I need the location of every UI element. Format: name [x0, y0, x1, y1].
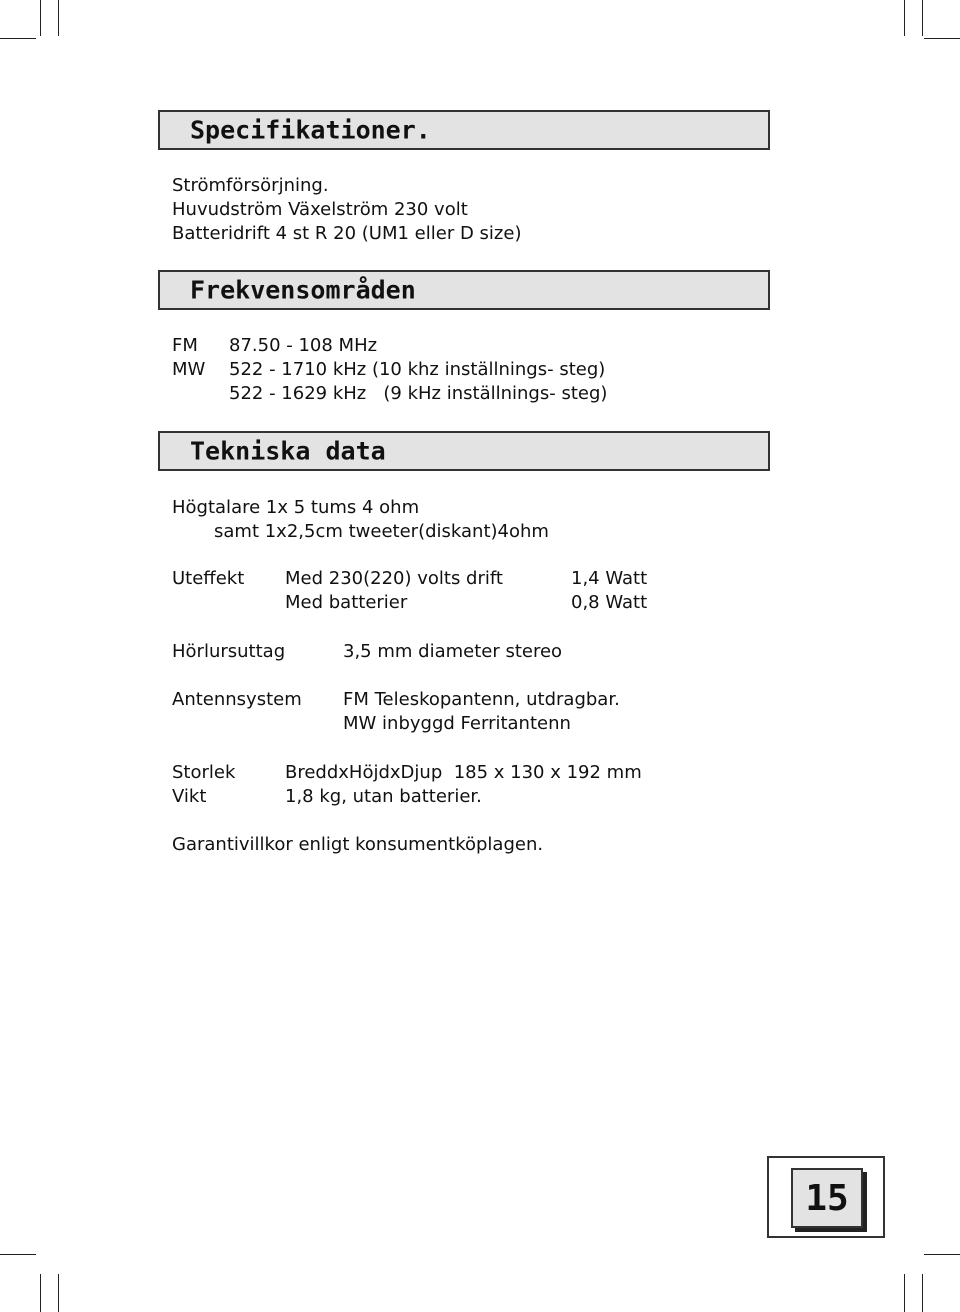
crop-mark [922, 0, 923, 36]
crop-mark [40, 1274, 41, 1312]
antenna-value-2: MW inbyggd Ferritantenn [343, 713, 571, 734]
section-title: Frekvensområden [190, 275, 416, 305]
crop-mark [924, 1254, 960, 1255]
crop-mark [58, 0, 59, 36]
weight-label: Vikt [172, 786, 207, 807]
section-header-frequency [158, 270, 770, 310]
page-number: 15 [791, 1168, 863, 1228]
crop-mark [0, 1254, 36, 1255]
antenna-label: Antennsystem [172, 689, 302, 710]
warranty-text: Garantivillkor enligt konsumentköplagen. [172, 834, 544, 855]
power-mains: Huvudström Växelström 230 volt [172, 199, 468, 220]
crop-mark [922, 1274, 923, 1312]
power-battery: Batteridrift 4 st R 20 (UM1 eller D size) [172, 223, 522, 244]
section-header-specifications [158, 110, 770, 150]
speaker-line-1: Högtalare 1x 5 tums 4 ohm [172, 497, 420, 518]
headphone-value: 3,5 mm diameter stereo [343, 641, 563, 662]
size-label: Storlek [172, 762, 236, 783]
section-title: Specifikationer. [190, 115, 431, 145]
mw-label: MW [172, 359, 206, 380]
mw-value-1: 522 - 1710 kHz (10 khz inställnings- steg) [229, 359, 606, 380]
crop-mark [904, 1274, 905, 1312]
section-header-technical [158, 431, 770, 471]
section-title: Tekniska data [190, 436, 386, 466]
output-battery-desc: Med batterier [285, 592, 408, 613]
weight-value: 1,8 kg, utan batterier. [285, 786, 482, 807]
output-label: Uteffekt [172, 568, 245, 589]
fm-label: FM [172, 335, 198, 356]
headphone-label: Hörlursuttag [172, 641, 286, 662]
output-mains-desc: Med 230(220) volts drift [285, 568, 503, 589]
power-heading: Strömförsörjning. [172, 175, 329, 196]
crop-mark [58, 1274, 59, 1312]
speaker-line-2: samt 1x2,5cm tweeter(diskant)4ohm [214, 521, 549, 542]
mw-value-2: 522 - 1629 kHz (9 kHz inställnings- steg) [229, 383, 608, 404]
crop-mark [40, 0, 41, 36]
fm-value: 87.50 - 108 MHz [229, 335, 378, 356]
crop-mark [904, 0, 905, 36]
size-value: BreddxHöjdxDjup 185 x 130 x 192 mm [285, 762, 642, 783]
crop-mark [0, 38, 36, 39]
antenna-value-1: FM Teleskopantenn, utdragbar. [343, 689, 620, 710]
page-number-frame [767, 1156, 885, 1238]
output-battery-value: 0,8 Watt [571, 592, 648, 613]
output-mains-value: 1,4 Watt [571, 568, 648, 589]
crop-mark [924, 38, 960, 39]
